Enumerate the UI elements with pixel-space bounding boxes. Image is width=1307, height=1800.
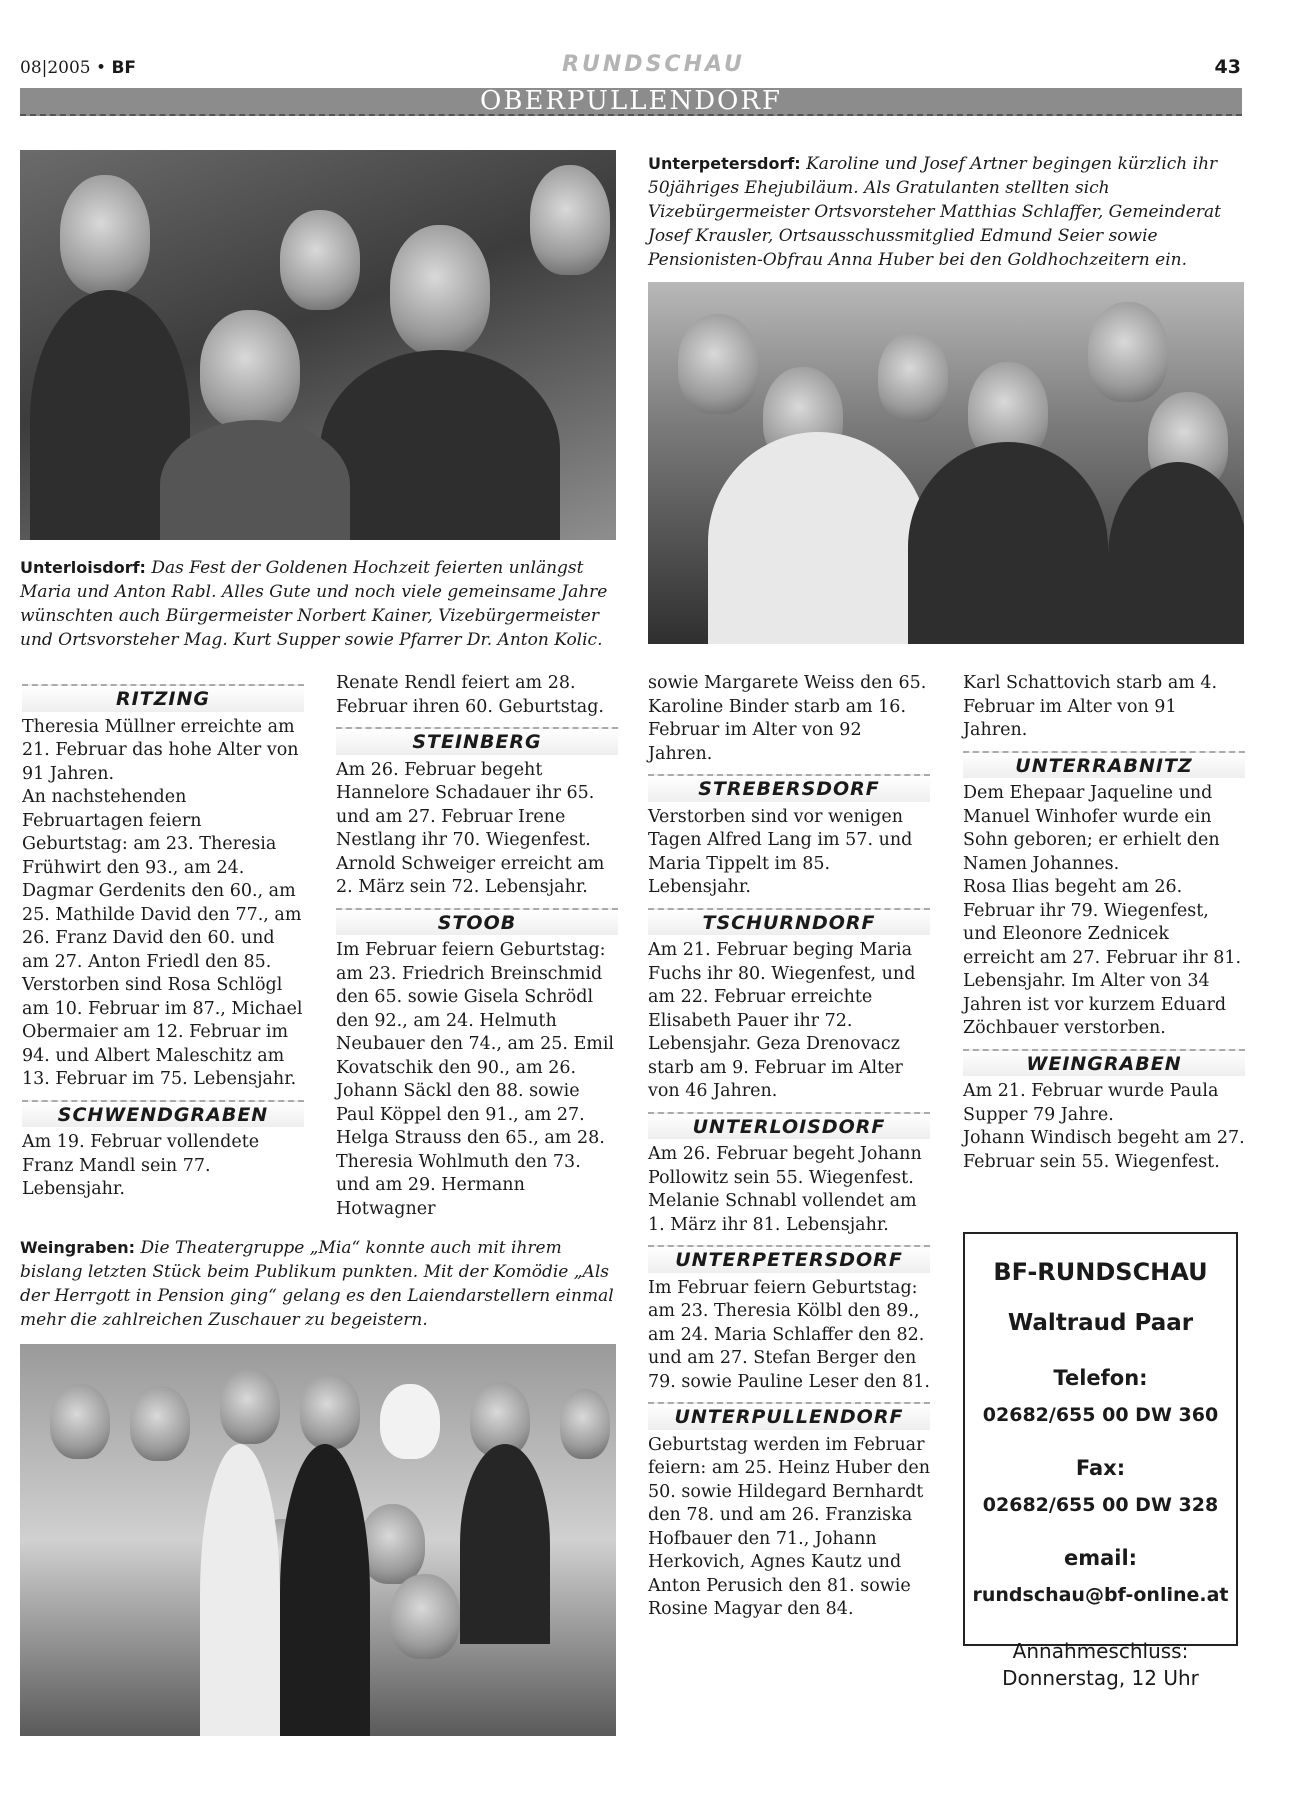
photo-figure [390,1574,460,1659]
heading-unterloisdorf: UNTERLOISDORF [648,1112,930,1140]
heading-strebersdorf: STREBERSDORF [648,774,930,802]
photo-figure-body [160,420,350,540]
column-1 [22,676,304,1202]
email-address[interactable]: rundschau@bf-online.at [972,1584,1229,1606]
paragraph: Theresia Müllner erreichte am 21. Februar das hohe Alter von 91 Jahren. [22,716,299,784]
photo-figure-body [460,1444,550,1644]
fax-number: 02682/655 00 DW 328 [982,1494,1219,1516]
paragraph: sowie Margarete Weiss den 65. Karoline Binder starb am 16. Februar im Alter von 92 Jahren. [648,673,927,764]
photo-figure [560,1389,610,1459]
paragraph: Melanie Schnabl vollendet am 1. März ihr 81. Lebensjahr. [648,1191,917,1235]
heading-unterpullendorf: UNTERPULLENDORF [648,1402,930,1430]
photo-unterloisdorf [20,150,616,540]
paragraph: An nachstehenden Februartagen feiern Geburtstag: am 23. Theresia Frühwirt den 93., am 24. Dagmar Gerdenits den 60., am 25. Mathilde David den 77., am 26. Franz David den 60. und am 27. Anton Friedl den 85. [22,787,302,972]
photo-figure [50,1384,110,1459]
section-banner [20,88,1242,116]
photo-figure [300,1374,360,1449]
caption-text: Karoline und Josef Artner begingen kürzlich ihr 50jähriges Ehejubiläum. Als Gratulanten stellten sich Vizebürgermeister Ortsvorsteher Matthias Schlaffer, Gemeinderat Josef Krausler, Ortsausschussmitglied Edmund Seier sowie Pensionisten-Obfrau Anna Huber bei den Goldhochzeitern ein. [648,154,1221,270]
photo-figure [878,332,948,422]
caption-unterpetersdorf [648,152,1246,272]
magazine-abbrev: BF [111,58,137,78]
deadline-value: Donnerstag, 12 Uhr [1002,1666,1199,1690]
heading-stoob: STOOB [336,908,618,936]
paragraph: Rosa Ilias begeht am 26. Februar ihr 79. Wiegenfest, und Eleonore Zednicek erreicht am 27. Februar ihr 81. Lebensjahr. Im Alter von 34 Jahren ist vor kurzem Eduard Zöchbauer verstorben. [963,877,1242,1038]
photo-figure-body [908,442,1108,644]
deadline-label: Annahmeschluss: [1012,1639,1189,1663]
heading-ritzing: RITZING [22,684,304,712]
contact-box [963,1232,1238,1690]
photo-figure-body [280,1444,370,1736]
paragraph: Karl Schattovich starb am 4. Februar im Alter von 91 Jahren. [963,673,1218,740]
photo-figure [200,310,300,430]
photo-figure [1088,302,1168,402]
paragraph: Am 21. Februar beging Maria Fuchs ihr 80. Wiegenfest, und am 22. Februar erreichte Elisabeth Pauer ihr 72. Lebensjahr. Geza Drenovacz starb am 9. Februar im Alter von 46 Jahren. [648,940,916,1101]
photo-figure-body [320,350,560,540]
caption-text: Die Theatergruppe „Mia“ konnte auch mit ihrem bislang letzten Stück beim Publikum punkten. Mit der Komödie „Als der Herrgott in Pension ging“ gelang es den Laiendarstellern einmal mehr die zahlreichen Zuschauer zu begeistern. [20,1238,614,1330]
paragraph: Renate Rendl feiert am 28. Februar ihren 60. Geburtstag. [336,673,604,717]
heading-unterpetersdorf: UNTERPETERSDORF [648,1245,930,1273]
phone-label: Telefon: [1053,1366,1148,1390]
photo-unterpetersdorf [648,282,1244,644]
photo-figure [130,1386,190,1461]
photo-figure-body [200,1444,280,1736]
caption-weingraben [20,1236,618,1332]
caption-place: Unterloisdorf: [20,558,146,577]
photo-figure [60,175,150,295]
column-3 [648,672,930,1622]
contact-box-title: BF-RUNDSCHAU [993,1258,1208,1286]
photo-figure-body [1108,462,1244,644]
paragraph: Verstorben sind Rosa Schlögl am 10. Februar im 87., Michael Obermaier am 12. Februar im 94. und Albert Maleschitz am 13. Februar im 75. Lebensjahr. [22,975,303,1089]
paragraph: Verstorben sind vor wenigen Tagen Alfred Lang im 57. und Maria Tippelt im 85. Lebensjahr. [648,806,913,897]
heading-steinberg: STEINBERG [336,727,618,755]
photo-weingraben [20,1344,616,1736]
paragraph: Im Februar feiern Geburtstag: am 23. Friedrich Breinschmid den 65. sowie Gisela Schrödl den 92., am 24. Helmuth Neubauer den 74., am 25. Emil Kovatschik den 90., am 26. Johann Säckl den 88. sowie Paul Köppel den 91., am 27. Helga Strauss den 65., am 28. Theresia Wohlmuth den 73. und am 29. Hermann Hotwagner [336,940,615,1219]
section-title: OBERPULLENDORF [480,86,782,116]
heading-unterrabnitz: UNTERRABNITZ [963,751,1245,779]
header-bullet: • [96,58,107,78]
phone-number: 02682/655 00 DW 360 [982,1404,1219,1426]
paragraph: Im Februar feiern Geburtstag: am 23. Theresia Kölbl den 89., am 24. Maria Schlaffer den 82. und am 27. Stefan Berger den 79. sowie Pauline Leser den 81. [648,1277,930,1392]
paragraph: Am 26. Februar begeht Johann Pollowitz sein 55. Wiegenfest. [648,1144,922,1188]
caption-text: Das Fest der Goldenen Hochzeit feierten unlängst Maria und Anton Rabl. Alles Gute und noch viele gemeinsame Jahre wünschten auch Bürgermeister Norbert Kainer, Vizebürgermeister und Ortsvorsteher Mag. Kurt Supper sowie Pfarrer Dr. Anton Kolic. [20,558,608,650]
photo-figure [360,1504,425,1584]
paragraph: Am 26. Februar begeht Hannelore Schadauer ihr 65. und am 27. Februar Irene Nestlang ihr 70. Wiegenfest. [336,759,595,850]
caption-place: Unterpetersdorf: [648,154,801,173]
photo-figure [220,1369,280,1444]
fax-label: Fax: [1075,1456,1126,1480]
paragraph: Arnold Schweiger erreicht am 2. März sein 72. Lebensjahr. [336,853,605,897]
column-2 [336,672,618,1221]
heading-tschurndorf: TSCHURNDORF [648,908,930,936]
heading-weingraben: WEINGRABEN [963,1049,1245,1077]
photo-figure [530,165,610,275]
photo-figure [390,225,490,355]
photo-figure-body [708,432,928,644]
photo-figure [678,314,758,414]
magazine-title: RUNDSCHAU [562,52,745,77]
paragraph: Am 19. Februar vollendete Franz Mandl sein 77. Lebensjahr. [22,1132,260,1199]
paragraph: Dem Ehepaar Jaqueline und Manuel Winhofer wurde ein Sohn geboren; er erhielt den Namen Johannes. [963,783,1220,874]
column-4 [963,672,1245,1174]
contact-name: Waltraud Paar [1007,1310,1194,1336]
page-number: 43 [1214,56,1241,78]
photo-figure [380,1384,440,1459]
paragraph: Geburtstag werden im Februar feiern: am 25. Heinz Huber den 50. sowie Hildegard Bernhardt den 78. und am 26. Franziska Hofbauer den 71., Johann Herkovich, Agnes Kautz und Anton Perusich den 81. sowie Rosine Magyar den 84. [648,1434,930,1619]
photo-figure [280,210,360,310]
caption-place: Weingraben: [20,1238,136,1257]
paragraph: Johann Windisch begeht am 27. Februar sein 55. Wiegenfest. [963,1128,1245,1172]
caption-unterloisdorf [20,556,616,652]
paragraph: Am 21. Februar wurde Paula Supper 79 Jahre. [963,1081,1219,1125]
email-label: email: [1063,1546,1138,1570]
issue-number: 08|2005 [20,58,91,78]
heading-schwendgraben: SCHWENDGRABEN [22,1100,304,1128]
